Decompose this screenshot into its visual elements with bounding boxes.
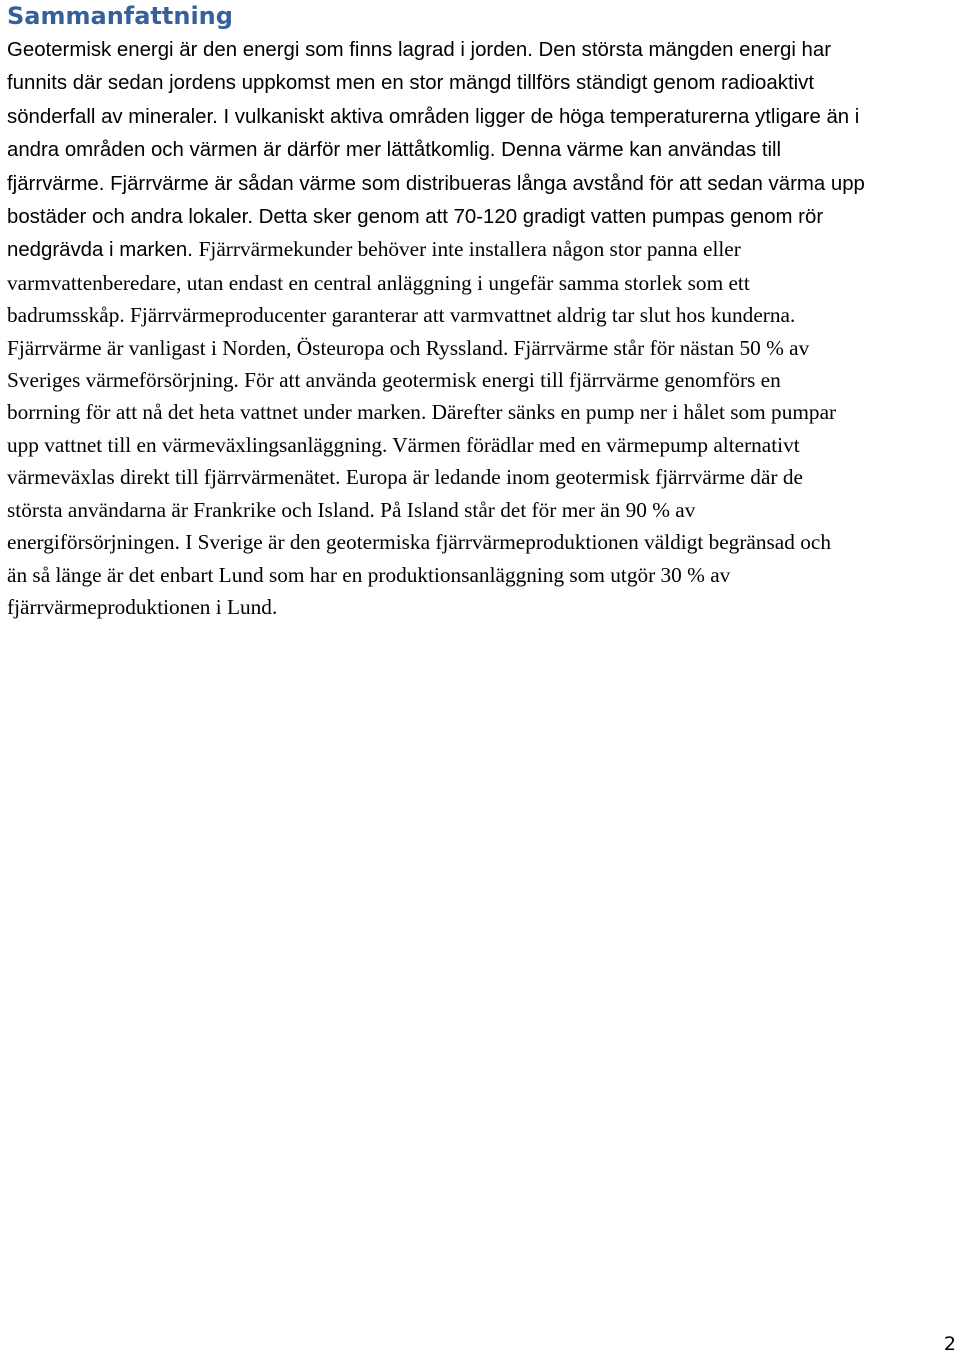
text-line	[7, 299, 959, 331]
text-line	[7, 200, 959, 233]
text-line	[7, 494, 959, 526]
text-line	[7, 33, 959, 66]
page-number: 2	[943, 1333, 956, 1355]
text-segment: största användarna är Frankrike och Island. På Island står det för mer än 90 % av	[7, 497, 696, 522]
text-line	[7, 526, 959, 558]
text-line	[7, 167, 959, 200]
section-heading: Sammanfattning	[7, 2, 233, 30]
text-segment: borrning för att nå det heta vattnet under marken. Därefter sänks en pump ner i hålet som pumpar	[7, 400, 837, 425]
text-segment: fjärrvärmeproduktionen i Lund.	[7, 594, 278, 619]
text-segment: varmvattenberedare, utan endast en central anläggning i ungefär samma storlek som ett	[7, 270, 750, 295]
text-segment: nedgrävda i marken.	[7, 239, 199, 262]
summary-paragraph	[7, 33, 959, 623]
text-segment: andra områden och värmen är därför mer lättåtkomlig. Denna värme kan användas till	[7, 139, 782, 162]
text-segment: badrumsskåp. Fjärrvärmeproducenter garanterar att varmvattnet aldrig tar slut hos kunderna.	[7, 303, 796, 328]
text-line	[7, 133, 959, 166]
text-segment: energiförsörjningen. I Sverige är den geotermiska fjärrvärmeproduktionen väldigt begränsad och	[7, 530, 831, 555]
text-line	[7, 364, 959, 396]
text-segment: sönderfall av mineraler. I vulkaniskt aktiva områden ligger de höga temperaturerna ytligare än i	[7, 105, 860, 128]
text-segment: fjärrvärme. Fjärrvärme är sådan värme som distribueras långa avstånd för att sedan värma upp	[7, 172, 865, 195]
text-segment: upp vattnet till en värmeväxlingsanläggning. Värmen förädlar med en värmepump alternativt	[7, 432, 800, 457]
text-line	[7, 559, 959, 591]
text-segment: Fjärrvärme är vanligast i Norden, Östeuropa och Ryssland. Fjärrvärme står för nästan 50 % av	[7, 335, 810, 360]
text-line	[7, 396, 959, 428]
text-line	[7, 429, 959, 461]
text-line	[7, 100, 959, 133]
text-line	[7, 461, 959, 493]
text-segment: Fjärrvärmekunder behöver inte installera någon stor panna eller	[198, 237, 741, 262]
text-segment: Sveriges värmeförsörjning. För att använda geotermisk energi till fjärrvärme genomförs en	[7, 368, 781, 393]
text-line	[7, 591, 959, 623]
text-line	[7, 66, 959, 99]
text-segment: funnits där sedan jordens uppkomst men en stor mängd tillförs ständigt genom radioaktivt	[7, 72, 814, 95]
text-segment: värmeväxlas direkt till fjärrvärmenätet. Europa är ledande inom geotermisk fjärrvärme där de	[7, 465, 803, 490]
text-segment: bostäder och andra lokaler. Detta sker genom att 70-120 gradigt vatten pumpas genom rör	[7, 206, 824, 229]
text-segment: Geotermisk energi är den energi som finns lagrad i jorden. Den största mängden energi har	[7, 39, 831, 61]
text-line	[7, 332, 959, 364]
text-line	[7, 233, 959, 266]
text-segment: än så länge är det enbart Lund som har en produktionsanläggning som utgör 30 % av	[7, 562, 731, 587]
text-line	[7, 267, 959, 299]
